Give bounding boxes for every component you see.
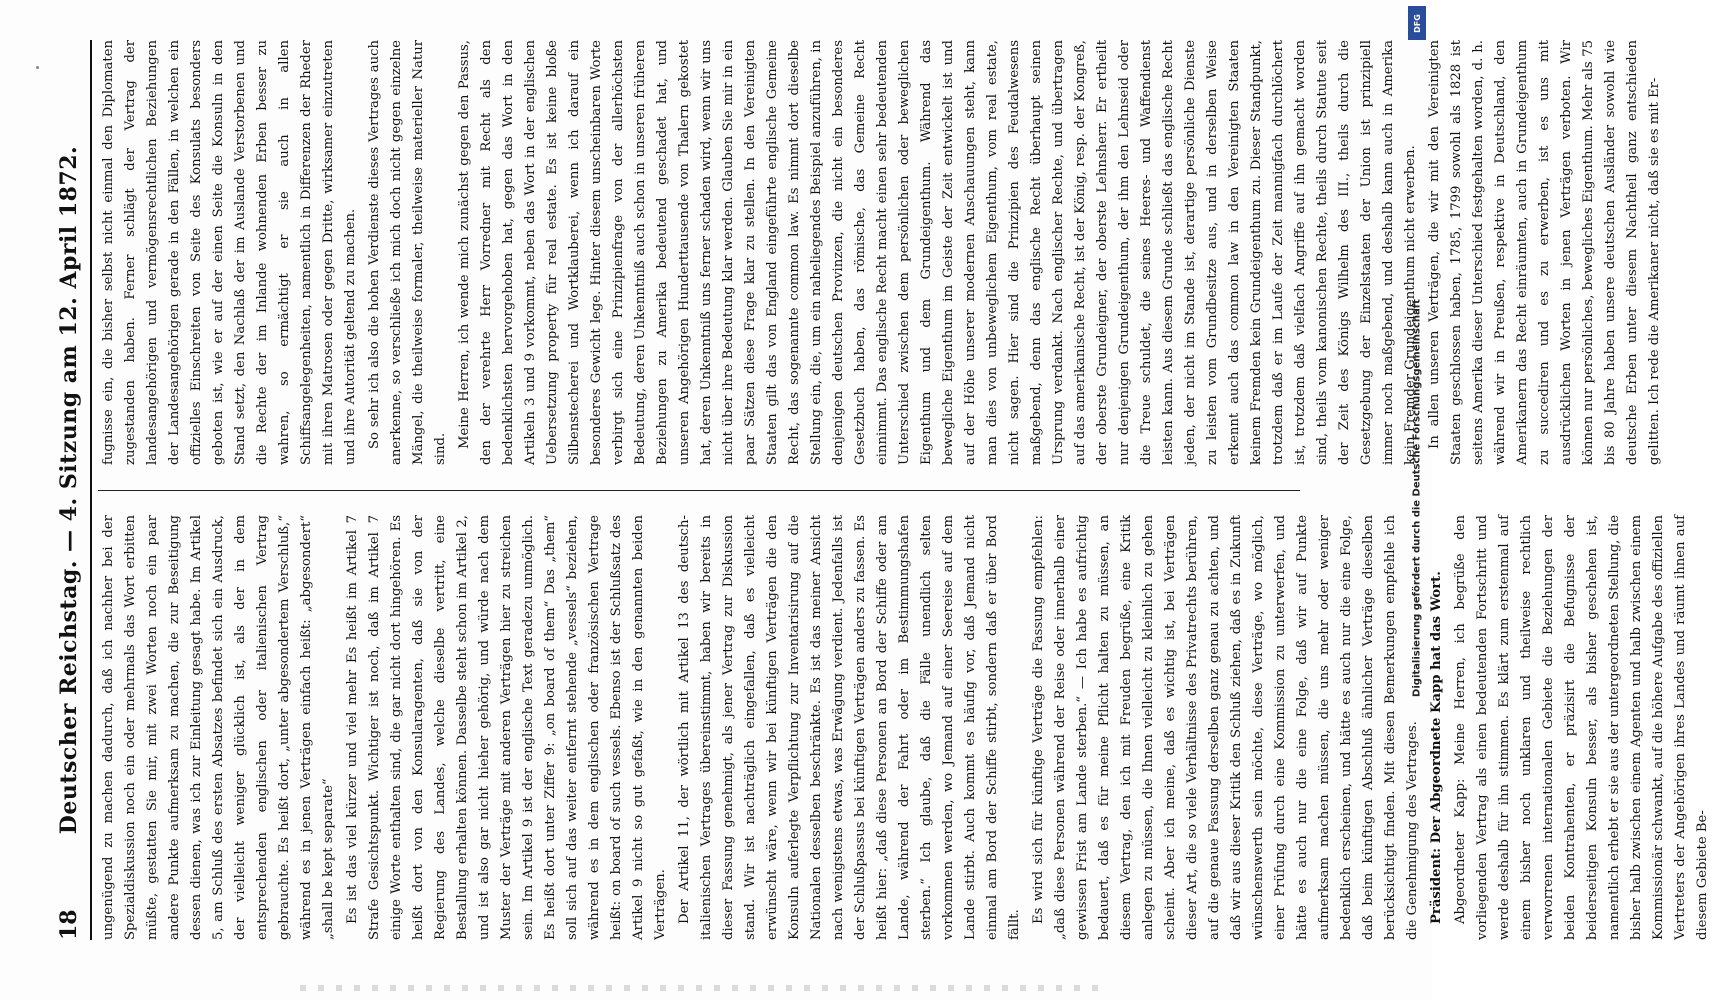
left-column <box>98 515 1710 940</box>
credit-text: Digitalisierung gefördert durch die Deutsche Forschungsgemeinschaft <box>1411 299 1423 697</box>
paragraph: So sehr ich also die hohen Verdienste dieses Vertrages auch anerkenne, so verschließe ich mich doch nicht gegen einzelne Mängel, die theilweise formaler, theilweise materieller Natur sind. <box>367 40 448 465</box>
paragraph: Der Artikel 11, der wörtlich mit Artikel 13 des deutsch-italienischen Vertrages übereinstimmt, haben wir bereits in dieser Fassung genehmigt, als jener Vertrag zur Diskussion stand. Wir ist nachträglich eingefallen, daß es vielleicht erwünscht wäre, wenn wir bei künftigen Verträgen die den Konsuln auferlegte Verpflichtung zur Inventarisirung auf die Nationalen desselben beschränkte. Es ist das meiner Ansicht nach wenigstens etwas, was Erwägung verdient. Jedenfalls ist der Schlußpassus bei künftigen Verträgen anders zu fassen. Es heißt hier: „daß diese Personen an Bord der Schiffe oder am Lande, während der Fahrt oder im Bestimmungshafen sterben.“ Ich glaube, daß die Fälle unendlich selten vorkommen werden, wo Jemand auf einer Seereise auf dem Lande stirbt. Auch kommt es häufig vor, daß Jemand nicht einmal am Bord der Schiffe stirbt, sondern daß er über Bord fällt. <box>677 515 1022 940</box>
page-header <box>50 40 92 940</box>
speaker-line: Präsident: Der Abgeordnete Kapp hat das Wort. <box>1429 571 1444 924</box>
scan-noise-line <box>300 985 1100 991</box>
scan-speck <box>36 66 39 69</box>
right-column <box>98 40 1662 465</box>
paragraph: fugnisse ein, die bisher selbst nicht einmal den Diplomaten zugestanden haben. Ferner schlägt der Vertrag der landesangehörigen und vermögensrechtlichen Beziehungen der Landesangehörigen gerade in den Fällen, in welchen ein offizielles Einschreiten von Seite des Konsulats besonders geboten ist, wie er auf der einen Seite die Konsuln in den Stand setzt, den Nachlaß der im Auslande Verstorbenen und die Rechte der im Inlande wohnenden Erben besser zu wahren, so ermächtigt er sie auch in allen Schiffsangelegenheiten, namentlich in Differenzen der Rheder mit ihren Matrosen oder gegen Dritte, wirksamer einzutreten und ihre Autorität geltend zu machen. <box>101 40 358 465</box>
page-title: Deutscher Reichstag. — 4. Sitzung am 12. April 1872. <box>56 145 82 835</box>
digitization-credit <box>1406 8 1428 988</box>
dfg-logo <box>1408 6 1426 40</box>
paragraph: Es wird sich für künftige Verträge die Fassung empfehlen: „daß diese Personen während der Reise oder innerhalb einer gewissen Frist am Lande sterben.“ — Ich habe es aufrichtig bedauert, daß es für meine Pflicht halten zu müssen, an diesem Vertrag, den ich mit Freuden begrüße, eine Kritik anlegen zu müssen, die Ihnen vielleicht zu kleinlich zu gehen scheint. Aber ich meine, daß es wichtig ist, bei Verträgen dieser Art, die so viele Verhältnisse des Privatrechts berühren, auf die genaue Fassung derselben ganz genau zu achten, und daß wir aus dieser Kritik den Schluß ziehen, daß es in Zukunft wünschenswerth sein möchte, diese Verträge, wo möglich, einer Prüfung durch eine Kommission zu unterwerfen, und hätte es auch nur die eine Folge, daß wir auf Punkte aufmerksam machen müssen, die uns mehr oder weniger bedenklich erscheinen, und hätte es auch nur die eine Folge, daß beim künftigen Abschluß ähnlicher Verträge dieselben berücksichtigt finden. Mit diesen Bemerkungen empfehle ich die Genehmigung des Vertrages. <box>1031 515 1420 940</box>
paragraph: Abgeordneter Kapp: Meine Herren, ich begrüße den vorliegenden Vertrag als einen bedeutenden Fortschritt und werde deshalb für ihn stimmen. Es klärt zum erstenmal auf einem bisher noch unklaren und theilweise rechtlich verworrenen internationalen Gebiete die Beziehungen der beiden Kontrahenten, er präzisirt die Befugnisse der beiderseitigen Konsuln besser, als bisher geschehen ist, namentlich erhebt er sie aus der untergeordneten Stellung, die bisher halb zwischen einem Agenten und halb zwischen einem Kommissionär schwankt, auf die höhere Aufgabe des offiziellen Vertreters der Angehörigen ihres Landes und räumt ihnen auf diesem Gebiete Be- <box>1453 515 1710 940</box>
page-number: 18 <box>56 909 82 940</box>
paragraph: Meine Herren, ich wende mich zunächst gegen den Passus, den der verehrte Herr Vorredner mit Recht als den bedenklichsten hervorgehoben hat, gegen das Wort in den Artikeln 3 und 9 vorkommt, neben das Wort in der englischen Uebersetzung property für real estate. Es ist keine bloße Silbenstecherei und Wortklauberei, wenn ich darauf ein besonderes Gewicht lege. Hinter diesem unscheinbaren Worte verbirgt sich eine Prinzipienfrage von der allerhöchsten Bedeutung, deren Unkenntniß auch schon in unseren früheren Beziehungen zu Amerika bedeutend geschadet hat, und unseren Angehörigen Hunderttausende von Thalern gekostet hat, deren Unkenntniß uns ferner schaden wird, wenn wir uns nicht über ihre Bedeutung klar werden. Glauben Sie mir in ein paar Sätzen diese Frage klar zu stellen. In den Vereinigten Staaten gilt das von England eingeführte englische Gemeine Recht, das sogenannte common law. Es nimmt dort dieselbe Stellung ein, die, um ein naheliegendes Beispiel anzuführen, in denjenigen deutschen Provinzen, die nicht ein besonderes Gesetzbuch haben, das römische, das Gemeine Recht einnimmt. Das englische Recht macht einen sehr bedeutenden Unterschied zwischen dem persönlichen oder beweglichen Eigenthum und dem Grundeigenthum. Während das bewegliche Eigenthum im Geiste der Zeit entwickelt ist und auf der Höhe unserer modernen Anschauungen steht, kann man dies von unbeweglichem Eigenthum, vom real estate, nicht sagen. Hier sind die Prinzipien des Feudalwesens maßgebend, denn das englische Recht überhaupt seinen Ursprung verdankt. Nach englischer Rechte, und übertragen auf das amerikanische Recht, ist der König, resp. der Kongreß, der oberste Grundeigner, der oberste Lehnsherr. Er ertheilt nur denjenigen Grundeigenthum, der ihm den Lehnseid oder die Treue schuldet, die seines Heeres- und Waffendienst leisten kann. Aus diesem Grunde schließt das englische Recht jeden, der nicht im Stande ist, derartige persönliche Dienste zu leisten vom Grundbesitze aus, und in derselben Weise erkennt auch das common law in den Vereinigten Staaten keinem Fremden kein Grundeigenthum zu. Dieser Standpunkt, trotzdem daß er im Laufe der Zeit mannigfach durchlöchert ist, trotzdem daß vielfach Angriffe auf ihn gemacht worden sind, theils vom kanonischen Rechte, theils durch Statute seit der Zeit des Königs Wilhelm des III., theils durch die Gesetzgebung der Einzelstaaten der Union ist prinzipiell immer noch maßgebend, und deshalb kann auch in Amerika kein Fremder Grundeigenthum nicht erwerben. <box>457 40 1418 465</box>
dfg-logo-text: DFG <box>1412 13 1422 33</box>
paragraph: In allen unseren Verträgen, die wir mit den Vereinigten Staaten geschlossen haben, 1785, 1799 sowohl als 1828 ist seitens Amerika dieser Unterschied festgehalten worden, d. h. während wir in Preußen, respektive in Deutschland, den Amerikanern das Recht einräumten, auch in Grundeigenthum zu succediren und es zu erwerben, ist es uns mit ausdrücklichen Worten in jenen Verträgen verboten. Wir können nur persönliches, bewegliches Eigenthum. Mehr als 75 bis 80 Jahre haben unsere deutschen Ausländer sowohl wie deutsche Erben unter diesem Nachtheil ganz entschieden gelitten. Ich rede die Amerikaner nicht, daß sie es mit Er- <box>1427 40 1662 465</box>
paragraph: Es ist das viel kürzer und viel mehr Es heißt im Artikel 7 Strafe Gesichtspunkt. Wichtiger ist noch, daß im Artikel 7 einige Worte enthalten sind, die gar nicht dort hingehören. Es heißt dort von den Konsularagenten, daß sie von der Regierung des Landes, welche dieselbe vertritt, eine Bestallung erhalten können. Dasselbe steht schon im Artikel 2, und ist also gar nicht hieher gehörig, und würde nach dem Muster der Verträge mit anderen Verträgen hier zu streichen sein. Im Artikel 9 ist der englische Text geradezu unmöglich. Es heißt dort unter Ziffer 9: „on board of them“ Das „them“ soll sich auf das weiter entfernt stehende „vessels“ beziehen, während es in dem englischen oder französischen Vertrage heißt: on board of such vessels. Ebenso ist der Schlußsatz des Artikel 9 nicht so gut gefaßt, wie in den genannten beiden Verträgen. <box>345 515 668 940</box>
paragraph: ungenügend zu machen dadurch, daß ich nachher bei der Spezialdiskussion noch ein oder mehrmals das Wort erbitten müßte, gestatten Sie mir, mit zwei Worten noch ein paar andere Punkte aufmerksam zu machen, die zur Beseitigung dessen dienen, was ich zur Einleitung gesagt habe. Im Artikel 5, am Schluß des ersten Absatzes befindet sich ein Ausdruck, der vielleicht weniger glücklich ist, als der in dem entsprechenden englischen oder italienischen Vertrag gebrauchte. Es heißt dort, „unter abgesondertem Verschluß,“ während es in jenen Verträgen einfach heißt: „abgesondert“ „shall be kept separate“ <box>101 515 336 940</box>
column-divider <box>98 490 1300 491</box>
